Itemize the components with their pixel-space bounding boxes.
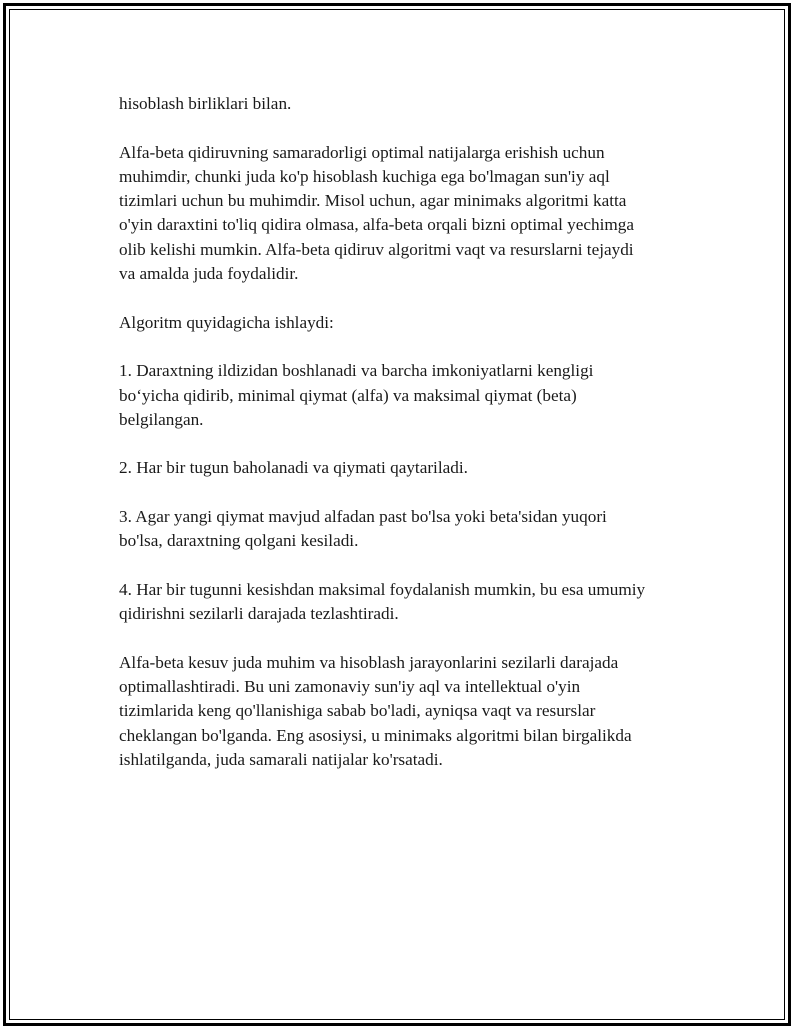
document-body [119,92,689,797]
text-line: belgilangan. [119,409,204,429]
text-line: o'yin daraxtini to'liq qidira olmasa, alfa-beta orqali bizni optimal yechimga [119,215,634,235]
text-line: cheklangan bo'lganda. Eng asosiysi, u minimaks algoritmi bilan birgalikda [119,725,632,745]
paragraph-algorithm-intro [119,311,689,335]
text-line: Alfa-beta kesuv juda muhim va hisoblash jarayonlarini sezilarli darajada [119,652,619,672]
text-line: 1. Daraxtning ildizidan boshlanadi va barcha imkoniyatlarni kengligi [119,361,594,381]
text-line: optimallashtiradi. Bu uni zamonaviy sun'iy aql va intellektual o'yin [119,677,581,697]
paragraph-continuation [119,92,689,116]
list-item-step-4 [119,578,689,627]
list-item-step-1 [119,359,689,432]
text-line: qidirishni sezilarli darajada tezlashtiradi. [119,604,399,624]
text-line: 4. Har bir tugunni kesishdan maksimal foydalanish mumkin, bu esa umumiy [119,579,646,599]
text-line: Alfa-beta qidiruvning samaradorligi optimal natijalarga erishish uchun [119,142,605,162]
list-item-step-3 [119,505,689,554]
text-line: ishlatilganda, juda samarali natijalar ko'rsatadi. [119,750,443,770]
text-line: va amalda juda foydalidir. [119,264,299,284]
text-line: hisoblash birliklari bilan. [119,94,292,113]
paragraph-conclusion [119,651,689,772]
text-line: tizimlarida keng qo'llanishiga sabab bo'ladi, ayniqsa vaqt va resurslar [119,701,596,721]
paragraph-efficiency [119,141,689,287]
text-line: olib kelishi mumkin. Alfa-beta qidiruv algoritmi vaqt va resurslarni tejaydi [119,239,634,259]
text-line: muhimdir, chunki juda ko'p hisoblash kuchiga ega bo'lmagan sun'iy aql [119,166,610,186]
text-line: bo'lsa, daraxtning qolgani kesiladi. [119,531,359,551]
text-line: 3. Agar yangi qiymat mavjud alfadan past bo'lsa yoki beta'sidan yuqori [119,507,607,527]
text-line: tizimlari uchun bu muhimdir. Misol uchun, agar minimaks algoritmi katta [119,191,627,211]
text-line: 2. Har bir tugun baholanadi va qiymati qaytariladi. [119,458,468,478]
text-line: bo‘yicha qidirib, minimal qiymat (alfa) va maksimal qiymat (beta) [119,385,577,405]
text-line: Algoritm quyidagicha ishlaydi: [119,312,334,332]
list-item-step-2 [119,456,689,480]
